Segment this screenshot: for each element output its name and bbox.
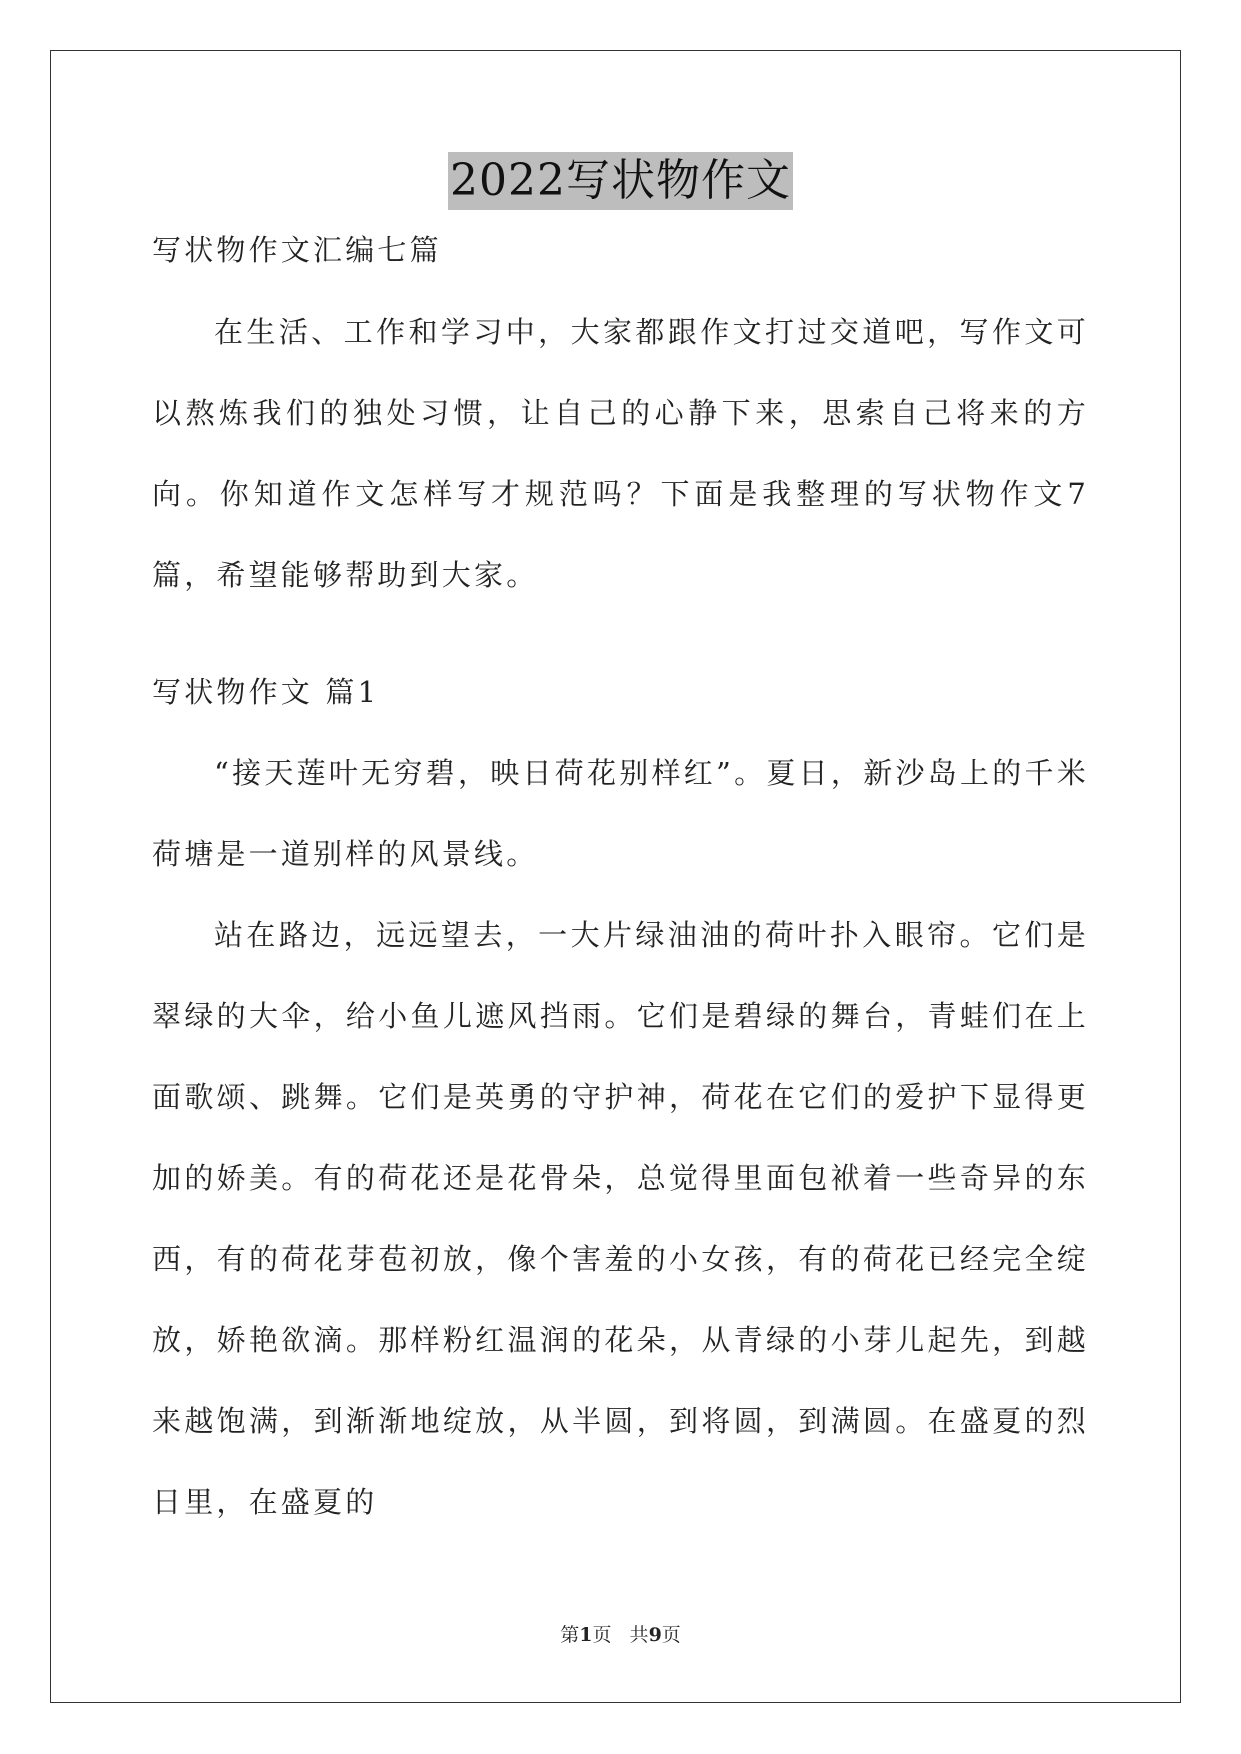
body-paragraph-2: 站在路边，远远望去，一大片绿油油的荷叶扑入眼帘。它们是翠绿的大伞，给小鱼儿遮风挡雨。它们是碧绿的舞台，青蛙们在上面歌颂、跳舞。它们是英勇的守护神，荷花在它们的爱护下显得更加的娇美。有的荷花还是花骨朵，总觉得里面包袱着一些奇异的东西，有的荷花芽苞初放，像个害羞的小女孩，有的荷花已经完全绽放，娇艳欲滴。那样粉红温润的花朵，从青绿的小芽儿起先，到越来越饱满，到渐渐地绽放，从半圆，到将圆，到满圆。在盛夏的烈日里，在盛夏的 — [152, 918, 1089, 1519]
section-heading: 写状物作文 篇1 — [152, 675, 380, 709]
page-footer — [0, 1620, 1241, 1647]
footer-page-current: 1 — [579, 1624, 593, 1646]
intro-paragraph: 在生活、工作和学习中，大家都跟作文打过交道吧，写作文可以熬炼我们的独处习惯，让自己的心静下来，思索自己将来的方向。你知道作文怎样写才规范吗？下面是我整理的写状物作文7篇，希望能够帮助到大家。 — [152, 315, 1089, 592]
body-paragraph-1: “接天莲叶无穷碧，映日荷花别样红”。夏日，新沙岛上的千米荷塘是一道别样的风景线。 — [152, 756, 1089, 871]
footer-page-mid: 页 共 — [592, 1624, 649, 1646]
document-title: 2022写状物作文 — [448, 152, 793, 210]
footer-page-suffix: 页 — [661, 1624, 681, 1646]
title-container — [0, 152, 1241, 210]
footer-page-prefix: 第 — [560, 1624, 580, 1646]
document-subtitle: 写状物作文汇编七篇 — [152, 233, 442, 267]
footer-page-total: 9 — [648, 1624, 662, 1646]
